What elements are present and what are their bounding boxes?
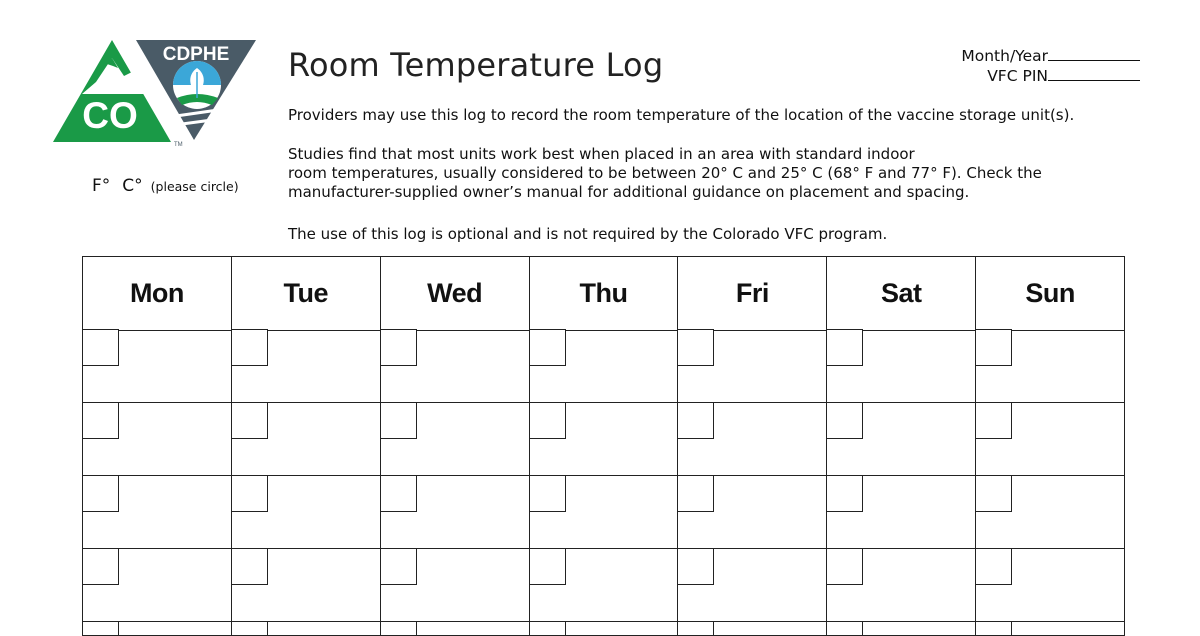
logo-org-text: CDPHE	[162, 44, 230, 65]
date-box[interactable]	[231, 621, 268, 636]
log-cell-wed[interactable]	[381, 549, 530, 621]
log-cell-fri[interactable]	[678, 330, 827, 402]
log-cell-tue[interactable]	[232, 549, 381, 621]
intro-paragraph-2	[288, 145, 1042, 202]
log-cell-sun[interactable]	[976, 476, 1124, 548]
trademark-mark: TM	[174, 142, 183, 148]
day-header-sat: Sat	[827, 257, 976, 330]
date-box[interactable]	[529, 329, 566, 366]
date-box[interactable]	[380, 621, 417, 636]
log-cell-thu[interactable]	[530, 330, 679, 402]
log-cell-mon[interactable]	[83, 330, 232, 402]
date-box[interactable]	[826, 329, 863, 366]
intro-paragraph-2-line: Studies find that most units work best when placed in an area with standard indoor	[288, 145, 915, 163]
date-box[interactable]	[380, 548, 417, 585]
page-title: Room Temperature Log	[288, 46, 664, 84]
date-box[interactable]	[231, 475, 268, 512]
unit-instruction: (please circle)	[150, 179, 239, 194]
log-cell-fri[interactable]	[678, 549, 827, 621]
date-box[interactable]	[677, 402, 714, 439]
intro-paragraph-3: The use of this log is optional and is not required by the Colorado VFC program.	[288, 225, 888, 243]
log-cell-sun[interactable]	[976, 549, 1124, 621]
date-box[interactable]	[231, 402, 268, 439]
log-cell-fri[interactable]	[678, 476, 827, 548]
date-box[interactable]	[975, 475, 1012, 512]
date-box[interactable]	[975, 329, 1012, 366]
day-header-fri: Fri	[678, 257, 827, 330]
month-year-row	[961, 46, 1140, 66]
day-header-wed: Wed	[381, 257, 530, 330]
day-header-mon: Mon	[83, 257, 232, 330]
date-box[interactable]	[529, 548, 566, 585]
log-metadata	[961, 46, 1140, 86]
day-header-row	[83, 257, 1124, 331]
date-box[interactable]	[529, 402, 566, 439]
log-row	[83, 403, 1124, 476]
log-cell-tue[interactable]	[232, 330, 381, 402]
date-box[interactable]	[82, 329, 119, 366]
date-box[interactable]	[380, 329, 417, 366]
date-box[interactable]	[826, 621, 863, 636]
vfc-pin-label: VFC PIN	[987, 67, 1048, 85]
log-cell-sat[interactable]	[827, 622, 976, 636]
log-cell-tue[interactable]	[232, 622, 381, 636]
log-cell-tue[interactable]	[232, 403, 381, 475]
log-row	[83, 330, 1124, 403]
unit-selector	[92, 176, 239, 196]
date-box[interactable]	[826, 402, 863, 439]
log-cell-thu[interactable]	[530, 476, 679, 548]
log-body	[83, 330, 1124, 636]
day-header-sun: Sun	[1025, 278, 1075, 308]
log-cell-thu[interactable]	[530, 549, 679, 621]
day-header-thu: Thu	[530, 257, 679, 330]
log-cell-sun[interactable]	[976, 403, 1124, 475]
celsius-option[interactable]: C°	[122, 176, 143, 196]
log-cell-sat[interactable]	[827, 330, 976, 402]
log-cell-sun[interactable]	[976, 622, 1124, 636]
log-cell-fri[interactable]	[678, 403, 827, 475]
date-box[interactable]	[82, 548, 119, 585]
date-box[interactable]	[82, 621, 119, 636]
intro-paragraph-2-line: room temperatures, usually considered to be between 20° C and 25° C (68° F and 77° F). Check the	[288, 164, 1042, 182]
date-box[interactable]	[826, 548, 863, 585]
log-cell-wed[interactable]	[381, 330, 530, 402]
vfc-pin-field[interactable]	[1048, 66, 1140, 81]
temperature-log-table	[82, 256, 1125, 636]
log-cell-fri[interactable]	[678, 622, 827, 636]
date-box[interactable]	[677, 329, 714, 366]
date-box[interactable]	[231, 329, 268, 366]
log-cell-sun[interactable]	[976, 330, 1124, 402]
log-cell-mon[interactable]	[83, 622, 232, 636]
day-header-tue: Tue	[232, 257, 381, 330]
log-cell-mon[interactable]	[83, 403, 232, 475]
log-cell-wed[interactable]	[381, 622, 530, 636]
log-row	[83, 622, 1124, 636]
date-box[interactable]	[529, 475, 566, 512]
log-cell-thu[interactable]	[530, 403, 679, 475]
log-cell-mon[interactable]	[83, 476, 232, 548]
date-box[interactable]	[82, 402, 119, 439]
cdphe-logo	[52, 38, 262, 148]
log-cell-wed[interactable]	[381, 403, 530, 475]
date-box[interactable]	[677, 475, 714, 512]
date-box[interactable]	[231, 548, 268, 585]
log-cell-mon[interactable]	[83, 549, 232, 621]
date-box[interactable]	[975, 402, 1012, 439]
date-box[interactable]	[975, 548, 1012, 585]
intro-paragraph-1: Providers may use this log to record the room temperature of the location of the vaccine storage unit(s).	[288, 106, 1075, 124]
date-box[interactable]	[975, 621, 1012, 636]
logo-state-text: CO	[82, 95, 138, 136]
log-cell-thu[interactable]	[530, 622, 679, 636]
date-box[interactable]	[677, 621, 714, 636]
fahrenheit-option[interactable]: F°	[92, 176, 111, 196]
month-year-label: Month/Year	[961, 47, 1048, 65]
vfc-pin-row	[961, 66, 1140, 86]
log-cell-tue[interactable]	[232, 476, 381, 548]
log-cell-wed[interactable]	[381, 476, 530, 548]
date-box[interactable]	[826, 475, 863, 512]
intro-paragraph-2-line: manufacturer-supplied owner’s manual for additional guidance on placement and spacing.	[288, 183, 970, 201]
log-cell-sat[interactable]	[827, 403, 976, 475]
date-box[interactable]	[380, 475, 417, 512]
date-box[interactable]	[529, 621, 566, 636]
log-cell-sat[interactable]	[827, 549, 976, 621]
date-box[interactable]	[380, 402, 417, 439]
log-row	[83, 476, 1124, 549]
date-box[interactable]	[677, 548, 714, 585]
log-cell-sat[interactable]	[827, 476, 976, 548]
log-row	[83, 549, 1124, 622]
month-year-field[interactable]	[1048, 46, 1140, 61]
date-box[interactable]	[82, 475, 119, 512]
